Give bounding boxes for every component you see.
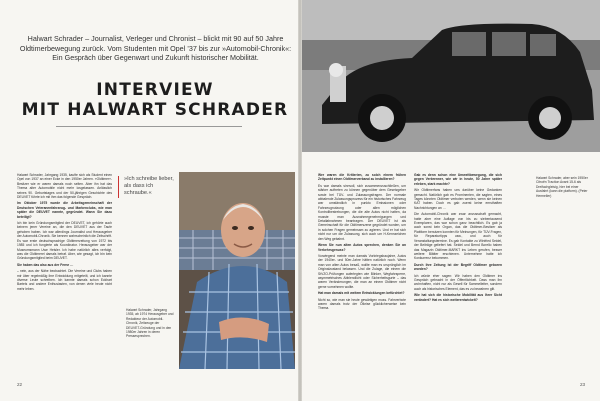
photo-caption-right: Halwart Schrader, aber sein 1950er Citroën Traction Avant 15-6 als Dreifachgleisig, hier bei einer Ausfahrt (kann die platform). (Peter Hermeller) bbox=[536, 176, 588, 198]
left-text-column bbox=[17, 173, 112, 378]
page-number-left: 22 bbox=[17, 382, 23, 387]
question: Durch ihre Zeitung ist der Begriff Oldtimer geboren worden? bbox=[414, 262, 502, 272]
photo-caption-left: Halwart Schrader, Jahrgang 1935, ab 1974 Herausgeber und Redakteur der Automobil-Chronik, Zeitzeuge der DEUVET-Gründung und in den 1980er Jahren in deren Pressesprechen. bbox=[126, 308, 174, 339]
right-text-column-2 bbox=[414, 173, 502, 378]
paragraph: Nicht so, wie man sie heute gewärtigen muss. Fahrverbote waren damals trotz der Ölkrise glücklicherweise kein Thema. bbox=[318, 297, 406, 311]
intro-text: Halwart Schrader – Journalist, Verleger und Chronist – blickt mit 90 auf 50 Jahre Oldtimerbewegung zurück. Vom Studenten mit Opel ’37 bis zur »Automobil-Chronik«: Ein Gespräch über Gegenwart und Zukunft historischer Mobilität. bbox=[19, 34, 292, 63]
car-illustration bbox=[302, 0, 600, 152]
paragraph: Halwart Schrader, Jahrgang 1935, kaufte sich als Student einen Opel von 1937 an einer Ecke in den 1950er Jahren. »Oldtimer«-Besitzer wie er waren damals noch selten. Aber ihn hat das Thema alter Automobile nicht mehr losgelassen. Anlässlich seines 90. Geburtstages und der 50-jährigen Geschichte des DEUVET führte ich mit ihm das folgende Gespräch. bbox=[17, 173, 112, 200]
paragraph: – nein, aus der Nähe beobachtet. Die Vereine und Clubs haben mir über regelmäßig ihre Entwicklung mitgeteilt, und ich kannte diverse Leute schreiben. Ich kannte damals schon Eckhart Bartels und andere Enthusiasten, von denen viele heute nicht mehr leben. bbox=[17, 269, 112, 291]
headline-line-2: MIT HALWART SCHRADER bbox=[21, 100, 289, 120]
question: Wie hat sich die historische Mobilität aus Ihrer Sicht verändert? Hat es sich weiterentwickelt? bbox=[414, 293, 502, 302]
right-text-column-1 bbox=[318, 173, 406, 378]
paragraph: Wir Oldtimerfans haben uns darüber keine Gedanken gemacht. Natürlich gab es Prominenten, die sagten, eines Tages könnten Oldtimer verboten werden, wenn sie keinen KAT haben. Doch es gab zuerst keine ernsthaften Nachrichtungen an … bbox=[414, 188, 502, 210]
paragraph: Ich bin kein Gründungsmitglied der DEUVET, ich gehörte auch keinem jener Vereine an, die den DEUVET aus der Taufe gehoben haben. Ich war allerdings Journalist und Herausgeber der Automobil-Chronik. Sie kennen wahrscheinlich die Zeitschrift. Es war erste deutschsprachige Oldtimerzeitung von 1972 bis 1985 und ich fungierte als Koordinator. Herausgeber war der Museumsmann Uwe Heisler. Ich habe natürlich alles verfolgt, was die Oldtimerei damals betraf. Aber, wie gesagt, ich bin kein Gründungsmitglied beim DEUVET. bbox=[17, 221, 112, 261]
question: Wer waren die Kritierien, zu solch einem frühen Zeitpunkt einen Oldtimerverband zu installieren? bbox=[318, 173, 406, 182]
portrait-illustration bbox=[179, 172, 295, 369]
car-photo bbox=[302, 0, 600, 152]
question: Sie haben das also aus der Ferne … bbox=[17, 262, 74, 267]
question: Hat man damals mit weitem Entwicklungen befürchtet? bbox=[318, 291, 405, 296]
question: Gab es denn schon eine Umweltbewegung, die sich gegen Verbrenner, wie wir in heute, 50 Jahre später erleben, stark machte? bbox=[414, 173, 502, 186]
paragraph: Vorwiegend meinte man damals Vorkriegsbaujahre, Autos der 1940er- und 50er-Jahre hätten natürlich noch. Wenn man von alten Autos besaß, wollte man es ursprünglich im Originalzustand belassen. Und die Zulage, die einem die StVZO-Prüfungen auferlegten wie Blinker, Wegfahrsperre, asymmetrisches Abblendlicht oder Sicherheitsgurte – das waren Veränderungen, die man an einem Oldtimer nicht gerne vornehmen wollte. bbox=[318, 253, 406, 289]
headline bbox=[10, 80, 300, 120]
paragraph: Es war damals sinnvoll, sich zusammenzuschließen, um stärker auftreten zu können gegenüber dem Gesetzgeber sowie bei TÜV- und Zulassungsfragen. Der normale abbalende Zulassungsprozess für ein historisches Fahrzeug war umständlich in punkto Emissionen oder Fahrzeugnutzung oder allen möglichen Kontrollbestrebungen, die die alte Autos nicht hatten, da musste man Ausnahmegenehmigungen und Detailabnahmen beantragen. Der DEUVET ist als Gemeinschaft für die Oldtimerszene gegründet worden, um in solchen Fragen gemeinsam zu agieren. Und er hat sich nicht nur um die Zulassung, sich auch um H-Kennzeichen den Weg gebahnt. bbox=[318, 183, 406, 241]
question: Wenn Sie nun alten Autos sprechen, denken Sie an Verkehrsgenuss? bbox=[318, 243, 406, 252]
pull-quote: »Ich schreibe lieber, als dass ich schraube.« bbox=[118, 176, 176, 198]
page-number-right: 23 bbox=[580, 382, 586, 387]
headline-line-1: INTERVIEW bbox=[96, 80, 214, 100]
question: Im Oktober 1975 wurde die Arbeitsgemeinschaft der Deutschen Veteranenfahrzeug- und Markenclubs, wie man später die DEUVET nannte, gegründet. Wann Sie dazu beteiligt? bbox=[17, 201, 112, 219]
paragraph: Ich würde eher sagen: Wir haben den Oldtimer ins Gespräch gebracht in der Öffentlichkeit. Dass man ihn wohnhaften, nicht nur als Gesell für Sammelleiter, sondern auch als historisches Element, das es zu bewahren gilt. bbox=[414, 273, 502, 291]
portrait-photo bbox=[179, 172, 295, 369]
paragraph: Die Automobil-Chronik war zwar anzusschaft gemacht, hatte aber eine Auflage von bis zu siebentausend Exemplaren, das war schon ganz beachtlich. Es gab ja auch sonst kein Organ, das die Oldtimer-Besitzer als Plattform benutzen konnten für Meinungen, für TÜV-Fragen, für Reparaturtipps usw., und auch für Veranstaltungstermine. Es gab Kontakte zu Winfried Seidel, der Beiträge geliefert hat. Seidel und Bernd Borello haben das Magazin Oldtimer-MARKT ins Leben gerufen, besser weitere Blätter erschienen. Unternehme hatte ich Konkurrenz bekommen. bbox=[414, 212, 502, 261]
headline-divider bbox=[56, 126, 242, 127]
